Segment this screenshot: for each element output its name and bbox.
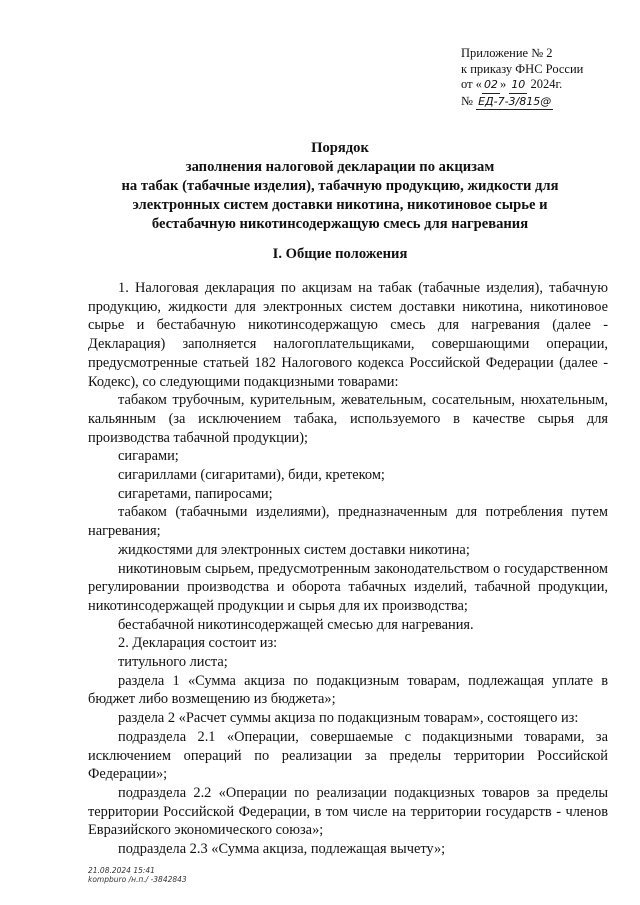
handwritten-day: 02 bbox=[482, 77, 500, 94]
title-line-5: бестабачную никотинсодержащую смесь для нагревания bbox=[151, 216, 529, 232]
document-title bbox=[96, 139, 584, 234]
paragraph: подраздела 2.1 «Операции, совершаемые с подакцизными товарами, за исключением операций по реализации за пределы территории Российской Федерации»; bbox=[88, 728, 608, 783]
paragraph: раздела 1 «Сумма акциза по подакцизным товарам, подлежащая уплате в бюджет либо возмещению из бюджета»; bbox=[88, 672, 608, 708]
paragraph: 2. Декларация состоит из: bbox=[118, 635, 278, 652]
paragraph: никотиновым сырьем, предусмотренным законодательством о государственном регулировании производства и оборота табачных изделий, табачной продукции, никотинсодержащей продукции и сырья для их производства; bbox=[88, 560, 608, 614]
paragraph: табаком (табачными изделиями), предназначенным для потребления путем нагревания; bbox=[88, 504, 608, 540]
section-heading: I. Общие положения bbox=[272, 246, 408, 262]
handwritten-number: ЕД-7-3/815@ bbox=[476, 94, 553, 111]
footer-source: kompburo /н.п./ -3842843 bbox=[88, 875, 187, 884]
appendix-number: № ЕД-7-3/815@ bbox=[461, 94, 621, 111]
paragraph: титульного листа; bbox=[118, 654, 228, 671]
paragraph: табаком трубочным, курительным, жевательным, сосательным, нюхательным, кальянным (за исключением табака, используемого в качестве сырья для производства табачной продукции); bbox=[88, 392, 608, 446]
paragraph: сигарами; bbox=[118, 448, 179, 465]
paragraph: 1. Налоговая декларация по акцизам на табак (табачные изделия), табачную продукцию, жидкости для электронных систем доставки никотина, никотиновое сырье и бестабачную никотинсодержащую смесь для нагревания (далее - Декларация) заполняется налогоплательщиками, совершающими операции, предусмотренные статьей 182 Налогового кодекса Российской Федерации (далее - Кодекс), со следующими подакцизными товарами: bbox=[88, 280, 608, 390]
title-line-3: на табак (табачные изделия), табачную продукцию, жидкости для bbox=[121, 178, 559, 194]
title-line-1: Порядок bbox=[311, 140, 369, 156]
footer-timestamp: 21.08.2024 15:41 bbox=[88, 866, 155, 875]
appendix-title: Приложение № 2 bbox=[461, 46, 553, 60]
paragraph: сигаретами, папиросами; bbox=[118, 485, 273, 502]
paragraph: сигариллами (сигаритами), биди, кретеком; bbox=[118, 467, 385, 484]
title-line-2: заполнения налоговой декларации по акцизам bbox=[185, 159, 495, 175]
title-line-4: электронных систем доставки никотина, никотиновое сырье и bbox=[132, 197, 548, 213]
appendix-order-ref: к приказу ФНС России bbox=[461, 61, 584, 76]
handwritten-month: 10 bbox=[509, 77, 527, 94]
paragraph: жидкостями для электронных систем доставки никотина; bbox=[118, 541, 470, 558]
print-footer bbox=[88, 866, 187, 884]
paragraph: раздела 2 «Расчет суммы акциза по подакцизным товарам», состоящего из: bbox=[118, 710, 579, 727]
appendix-block bbox=[461, 46, 621, 110]
paragraph: бестабачной никотинсодержащей смесью для нагревания. bbox=[118, 616, 474, 633]
appendix-date: от « 02 » 10 2024г. bbox=[461, 77, 621, 94]
paragraph: подраздела 2.2 «Операции по реализации подакцизных товаров за пределы территории Российской Федерации, в том числе на территории государств - членов Евразийского экономического союза»; bbox=[88, 784, 608, 839]
paragraph: подраздела 2.3 «Сумма акциза, подлежащая вычету»; bbox=[118, 841, 446, 858]
document-body bbox=[88, 279, 608, 859]
